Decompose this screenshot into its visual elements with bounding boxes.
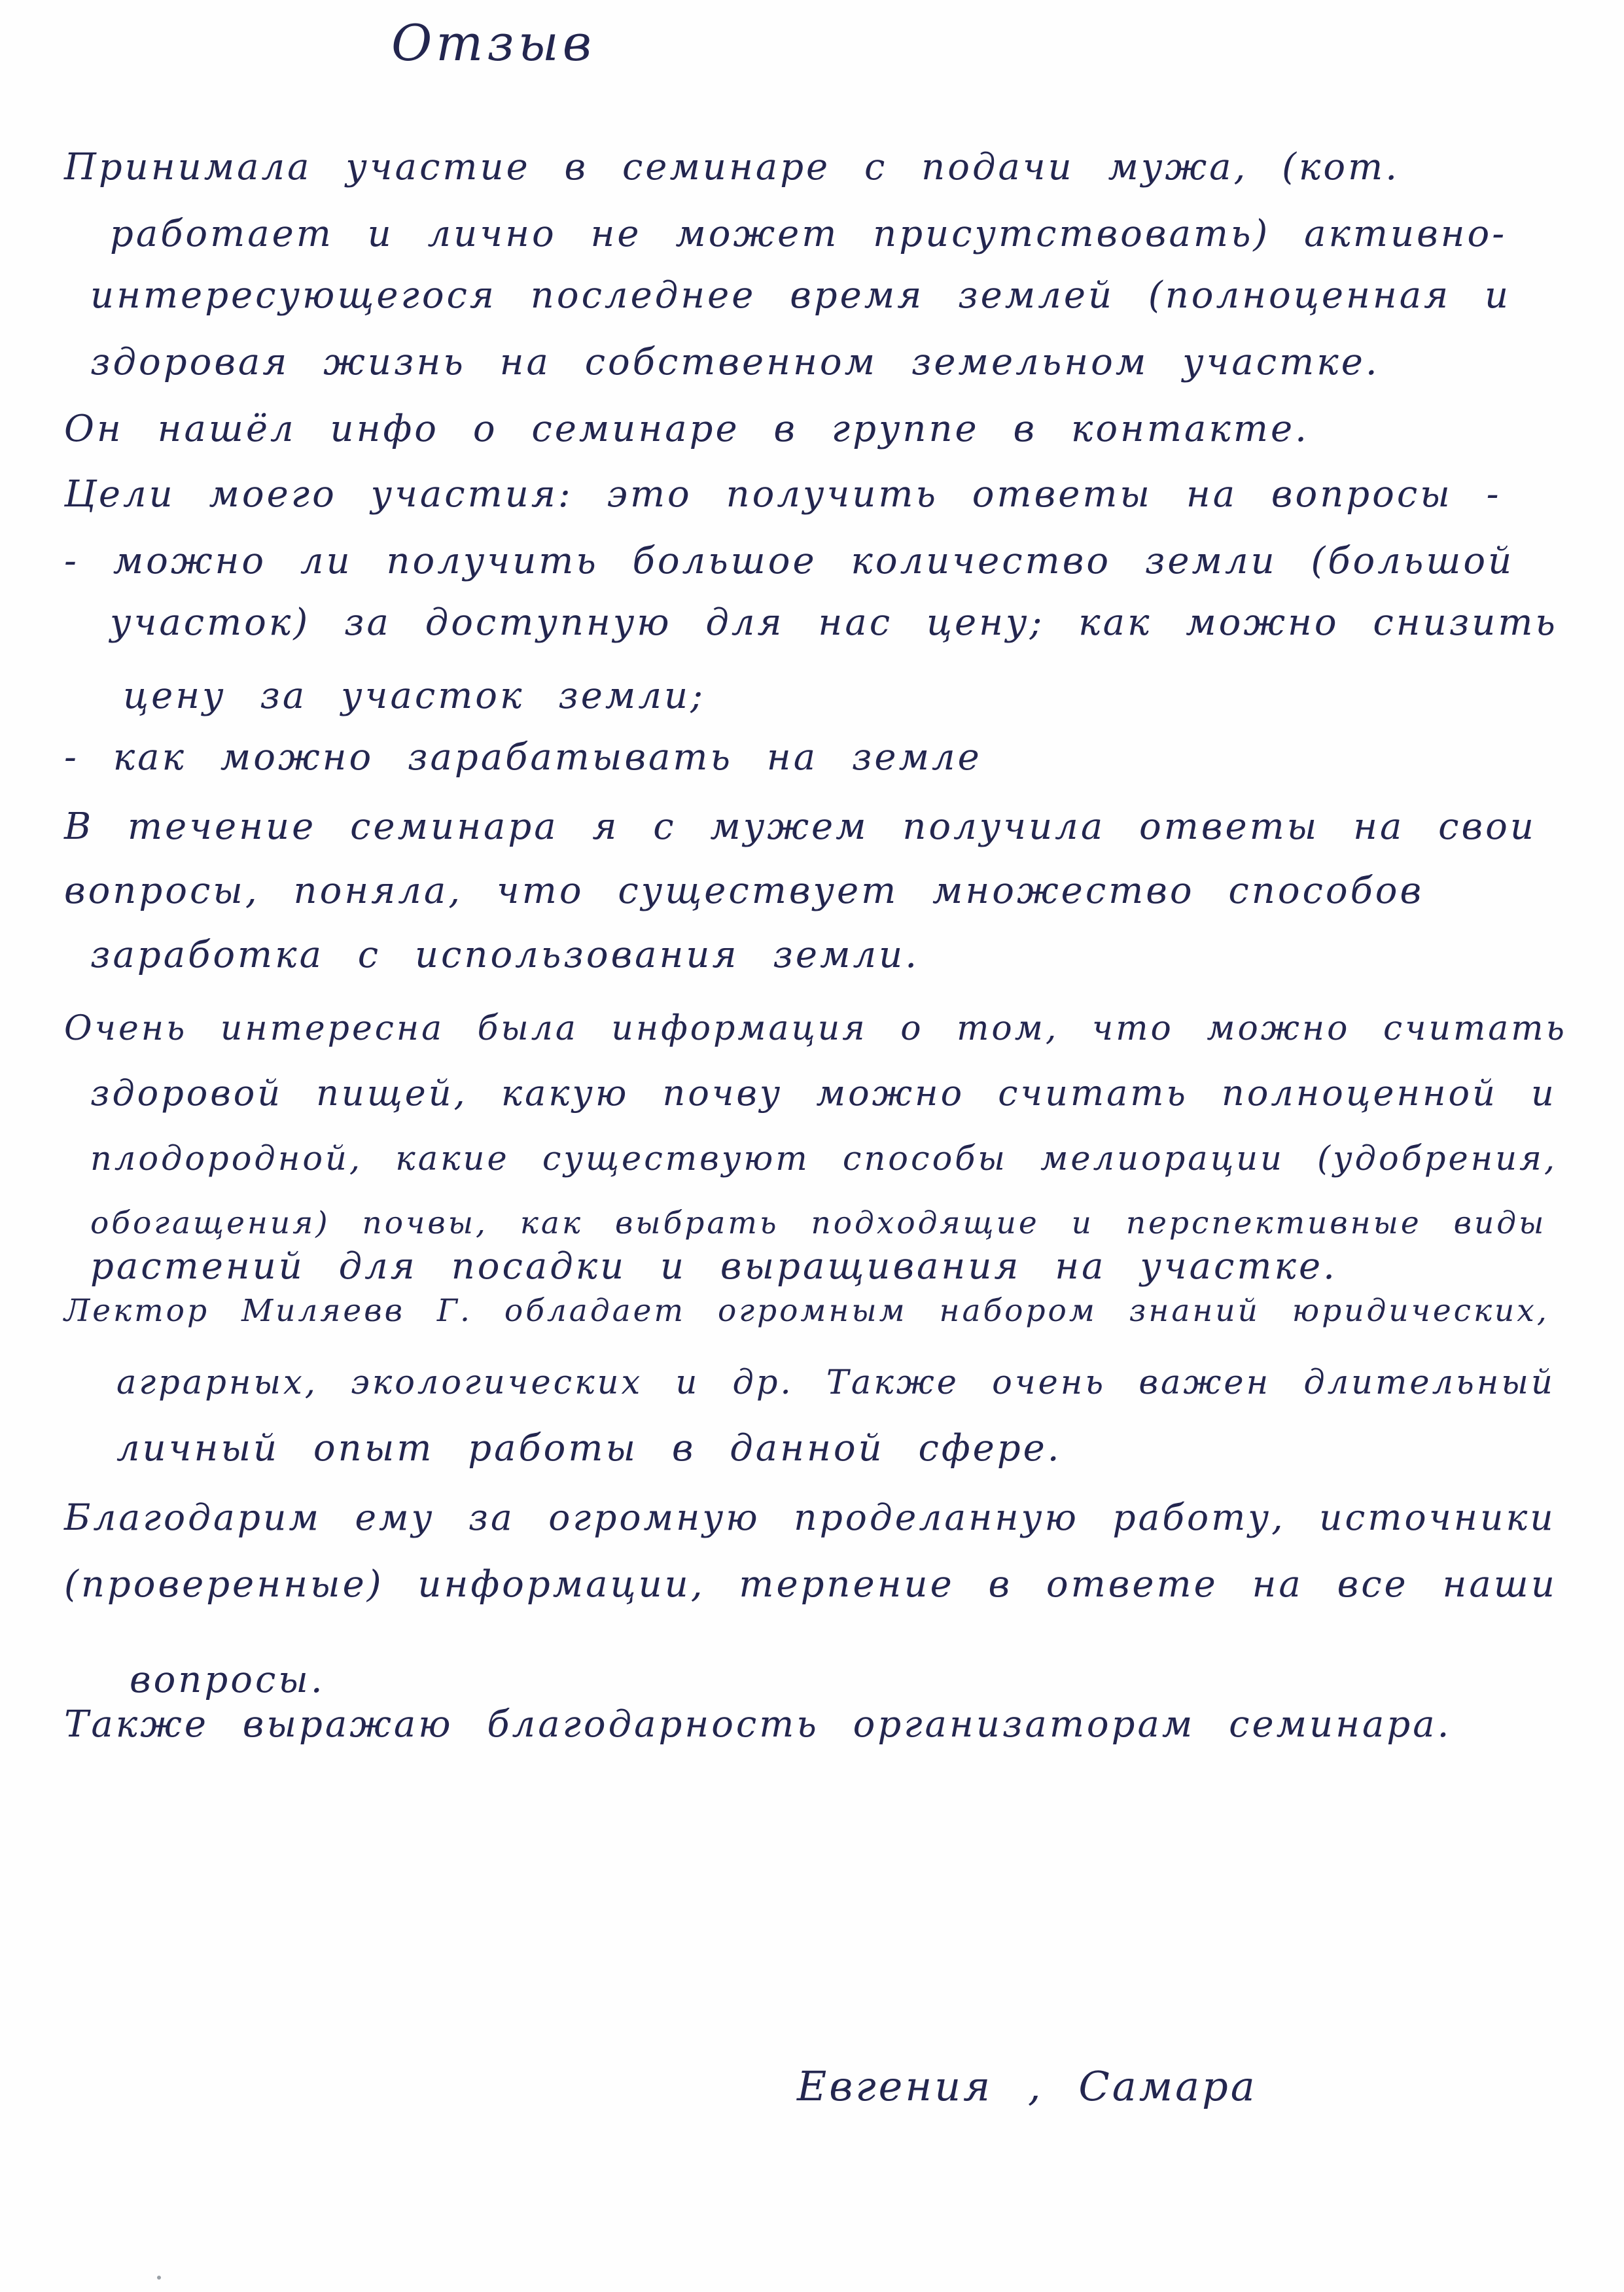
letter-line: плодородной, какие существуют способы мелиорации (удобрения,: [90, 1140, 1558, 1178]
letter-title: Отзыв: [391, 14, 595, 72]
letter-line: аграрных, экологических и др. Также очень важен длительный: [116, 1364, 1555, 1402]
letter-line: здоровая жизнь на собственном земельном участке.: [90, 341, 1380, 383]
letter-line: обогащения) почвы, как выбрать подходящие и перспективные виды: [90, 1205, 1547, 1241]
letter-line: участок) за доступную для нас цену; как можно снизить: [110, 601, 1558, 644]
letter-line: вопросы, поняла, что существует множество способов: [64, 870, 1424, 912]
letter-line: работает и лично не может присутствовать) активно-: [110, 213, 1508, 255]
letter-line: (проверенные) информации, терпение в ответе на все наши: [64, 1563, 1557, 1606]
letter-line: - можно ли получить большое количество земли (большой: [64, 540, 1515, 582]
signature: Евгения , Самара: [797, 2062, 1258, 2110]
letter-line: цену за участок земли;: [123, 675, 705, 717]
letter-line: - как можно зарабатывать на земле: [64, 736, 982, 779]
letter-line: здоровой пищей, какую почву можно считать полноценной и: [90, 1072, 1557, 1114]
letter-line: растений для посадки и выращивания на участке.: [90, 1245, 1337, 1288]
letter-line: интересующегося последнее время землей (полноценная и: [90, 274, 1511, 317]
letter-line: Также выражаю благодарность организаторам семинара.: [64, 1703, 1452, 1746]
letter-line: Принимала участие в семинаре с подачи мужа, (кот.: [64, 146, 1400, 188]
letter-line: Он нашёл инфо о семинаре в группе в контакте.: [64, 408, 1309, 450]
letter-line: Очень интересна была информация о том, что можно считать: [64, 1009, 1567, 1048]
letter-line: В течение семинара я с мужем получила ответы на свои: [64, 805, 1536, 848]
letter-line: заработка с использования земли.: [90, 934, 920, 976]
letter-line: Благодарим ему за огромную проделанную работу, источники: [64, 1496, 1556, 1538]
letter-line: личный опыт работы в данной сфере.: [116, 1427, 1062, 1470]
letter-line: Лектор Миляевв Г. обладает огромным набором знаний юридических,: [64, 1293, 1549, 1329]
scan-speck: [157, 2276, 161, 2280]
letter-line: Цели моего участия: это получить ответы на вопросы -: [64, 473, 1502, 516]
letter-line: вопросы.: [130, 1659, 325, 1701]
